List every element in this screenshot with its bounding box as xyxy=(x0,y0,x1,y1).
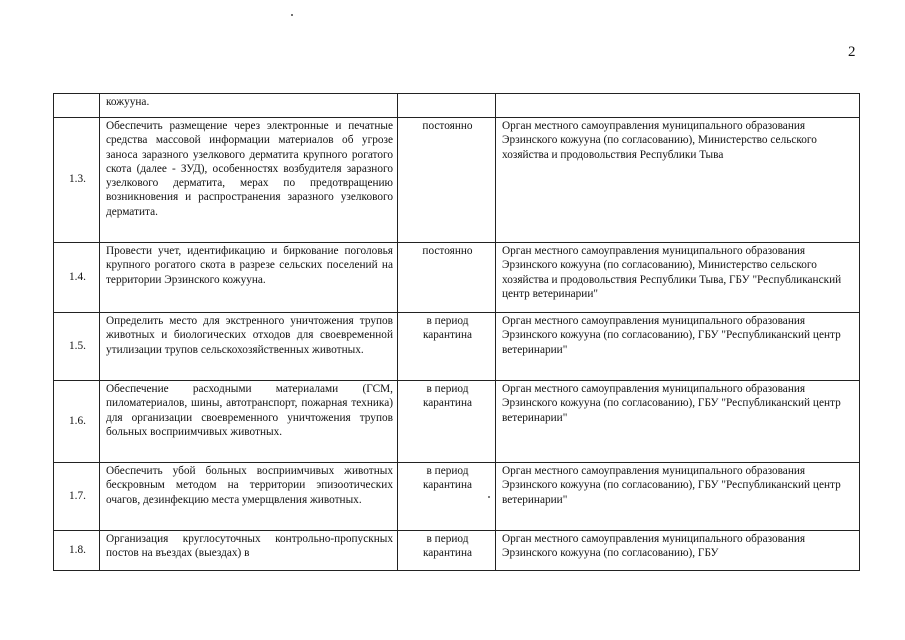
table-row xyxy=(54,118,860,243)
row-responsible: Орган местного самоуправления муниципального образования Эрзинского кожууна (по согласованию), ГБУ "Республиканский центр ветеринарии" xyxy=(496,313,860,381)
row-term: в период карантина xyxy=(398,463,496,531)
row-responsible: Орган местного самоуправления муниципального образования Эрзинского кожууна (по согласованию), ГБУ "Республиканский центр ветеринарии" xyxy=(496,463,860,531)
table-row xyxy=(54,381,860,463)
row-term xyxy=(398,94,496,118)
row-term: в период карантина xyxy=(398,381,496,463)
row-number xyxy=(54,94,100,118)
row-number: 1.3. xyxy=(54,118,100,243)
page-number: 2 xyxy=(848,44,856,60)
row-term: постоянно xyxy=(398,118,496,243)
row-term: в период карантина xyxy=(398,313,496,381)
row-number: 1.6. xyxy=(54,381,100,463)
row-responsible: Орган местного самоуправления муниципального образования Эрзинского кожууна (по согласованию), Министерство сельского хозяйства и продовольствия Республики Тыва xyxy=(496,118,860,243)
row-number: 1.5. xyxy=(54,313,100,381)
table-row xyxy=(54,243,860,313)
row-responsible: Орган местного самоуправления муниципального образования Эрзинского кожууна (по согласованию), Министерство сельского хозяйства и продовольствия Республики Тыва, ГБУ "Республиканский центр ветеринарии" xyxy=(496,243,860,313)
row-action: кожууна. xyxy=(100,94,398,118)
row-action: Организация круглосуточных контрольно-пропускных постов на въездах (выездах) в xyxy=(100,531,398,571)
row-number: 1.4. xyxy=(54,243,100,313)
table-row xyxy=(54,94,860,118)
row-action: Обеспечить убой больных восприимчивых животных бескровным методом на территории эпизоотических очагов, дезинфекцию места умерщвления животных. xyxy=(100,463,398,531)
row-responsible: Орган местного самоуправления муниципального образования Эрзинского кожууна (по согласованию), ГБУ xyxy=(496,531,860,571)
table-row xyxy=(54,531,860,571)
row-term: в период карантина xyxy=(398,531,496,571)
row-responsible: Орган местного самоуправления муниципального образования Эрзинского кожууна (по согласованию), ГБУ "Республиканский центр ветеринарии" xyxy=(496,381,860,463)
row-action: Определить место для экстренного уничтожения трупов животных и биологических отходов для своевременной утилизации трупов сельскохозяйственных животных. xyxy=(100,313,398,381)
scan-speck xyxy=(291,14,293,16)
table-row xyxy=(54,313,860,381)
row-action: Провести учет, идентификацию и биркование поголовья крупного рогатого скота в разрезе сельских поселений на территории Эрзинского кожууна. xyxy=(100,243,398,313)
action-plan-table xyxy=(53,93,860,571)
row-number: 1.7. xyxy=(54,463,100,531)
row-action: Обеспечение расходными материалами (ГСМ, пиломатериалов, шины, автотранспорт, пожарная техника) для организации своевременного уничтожения трупов больных восприимчивых животных. xyxy=(100,381,398,463)
row-responsible xyxy=(496,94,860,118)
table-row xyxy=(54,463,860,531)
row-number: 1.8. xyxy=(54,531,100,571)
row-term: постоянно xyxy=(398,243,496,313)
row-action: Обеспечить размещение через электронные и печатные средства массовой информации материалов об угрозе заноса заразного узелкового дерматита крупного рогатого скота (далее - ЗУД), особенностях возбудителя заразного узелкового дерматита, мерах по предотвращению возникновения и распространения заразного узелкового дерматита. xyxy=(100,118,398,243)
